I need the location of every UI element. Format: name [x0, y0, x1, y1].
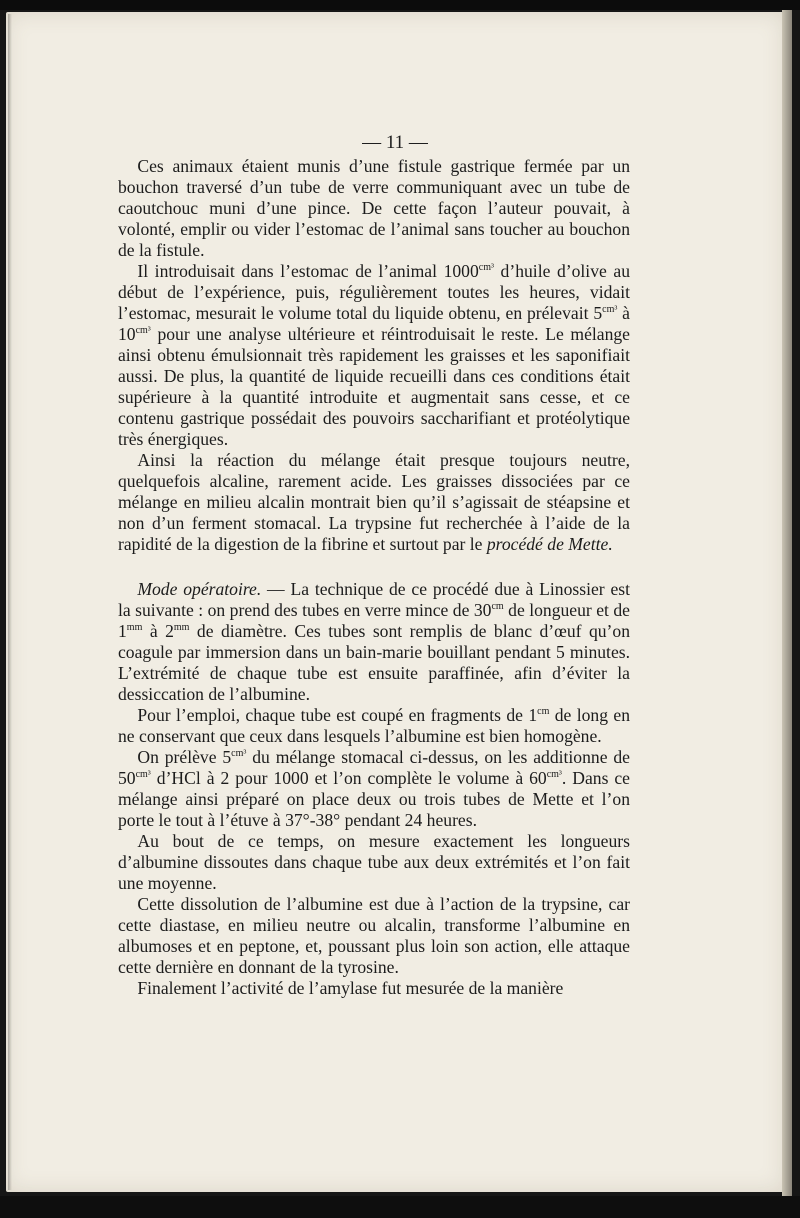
text-run: de diamètre. Ces tubes sont remplis de blanc d’œuf qu’on coagule par immersion dans un bain-marie bouillant pendant 5 minutes. L’extrémité de chaque tube est ensuite paraffinée, afin d’éviter la dessiccation de l’albumine. [118, 621, 630, 704]
paragraph-1: Ces animaux étaient munis d’une fistule gastrique fermée par un bouchon traversé d’un tube de verre communiquant avec un tube de caoutchouc muni d’une pince. De cette façon l’auteur pouvait, à volonté, emplir ou vider l’estomac de l’animal sans toucher au bouchon de la fistule. [118, 156, 630, 260]
text-run: de longueur et de 1 [118, 600, 630, 641]
text-run: — La technique de ce procédé due à Linossier est la suivante : on prend des tubes en verre mince de 30 [118, 579, 630, 620]
paragraph-7: Au bout de ce temps, on mesure exactement les longueurs d’albumine dissoutes dans chaque tube aux deux extrémités et l’on fait une moyenne. [118, 831, 630, 893]
text-run: de long en ne conservant que ceux dans lesquels l’albumine est bien homogène. [118, 705, 630, 746]
body-text [118, 156, 630, 999]
unit-superscript: cm [491, 601, 504, 613]
unit-superscript: cm³ [602, 304, 618, 316]
text-run: du mélange stomacal ci-dessus, on les additionne de 50 [118, 747, 630, 788]
text-run: d’huile d’olive au début de l’expérience, puis, régulièrement toutes les heures, vidait l’estomac, mesurait le volume total du liquide obtenu, en prélevait 5 [118, 261, 630, 323]
page-number: — 11 — [362, 132, 428, 153]
scan-border-top [0, 0, 800, 10]
scan-border-bottom [0, 1196, 800, 1218]
paragraph-3 [118, 450, 630, 555]
unit-superscript: mm [126, 622, 143, 634]
unit-superscript: cm³ [546, 769, 562, 781]
paragraph-9: Finalement l’activité de l’amylase fut mesurée de la manière [137, 978, 564, 998]
paragraph-8: Cette dissolution de l’albumine est due à l’action de la trypsine, car cette diastase, en milieu neutre ou alcalin, transforme l’albumine en albumoses et en peptone, et, poussant plus loin son action, elle attaque cette dernière en donnant de la tyrosine. [118, 894, 630, 977]
unit-superscript: cm [537, 706, 550, 718]
section-heading-inline: Mode opératoire. [137, 579, 262, 599]
section-spacer [118, 555, 630, 579]
text-run: Il introduisait dans l’estomac de l’animal 1000 [137, 261, 479, 281]
unit-superscript: mm [173, 622, 190, 634]
text-run: à 2 [142, 621, 174, 641]
text-run: d’HCl à 2 pour 1000 et l’on complète le volume à 60 [150, 768, 547, 788]
unit-superscript: cm³ [135, 769, 151, 781]
unit-superscript: cm³ [478, 262, 494, 274]
paragraph-5 [118, 705, 630, 747]
text-run: . Dans ce mélange ainsi préparé on place deux ou trois tubes de Mette et l’on porte le tout à l’étuve à 37°-38° pendant 24 heures. [118, 768, 630, 830]
page-edge [782, 10, 792, 1196]
text-run: Ainsi la réaction du mélange était presque toujours neutre, quelquefois alcaline, rarement acide. Les graisses dissociées par ce mélange en milieu alcalin montrait bien qu’il s’agissait de stéapsine et non d’un ferment stomacal. La trypsine fut recherchée à l’aide de la rapidité de la digestion de la fibrine et surtout par le [118, 450, 630, 554]
italic-term: procédé de Mette. [486, 534, 613, 554]
text-run: pour une analyse ultérieure et réintroduisait le reste. Le mélange ainsi obtenu émulsionnait très rapidement les graisses et les saponifiait aussi. De plus, la quantité de liquide recueilli dans ces conditions était supérieure à la quantité introduite et augmentait sans cesse, et ce contenu gastrique possédait des pouvoirs saccharifiant et protéolytique très énergiques. [118, 324, 630, 449]
unit-superscript: cm³ [231, 748, 247, 760]
text-run: à 10 [118, 303, 630, 344]
unit-superscript: cm³ [135, 325, 151, 337]
page-gutter-shadow [8, 14, 12, 1190]
paragraph-6 [118, 747, 630, 831]
paragraph-4 [118, 579, 630, 705]
text-run: Pour l’emploi, chaque tube est coupé en fragments de 1 [137, 705, 538, 725]
paragraph-2 [118, 261, 630, 450]
text-run: On prélève 5 [137, 747, 232, 767]
